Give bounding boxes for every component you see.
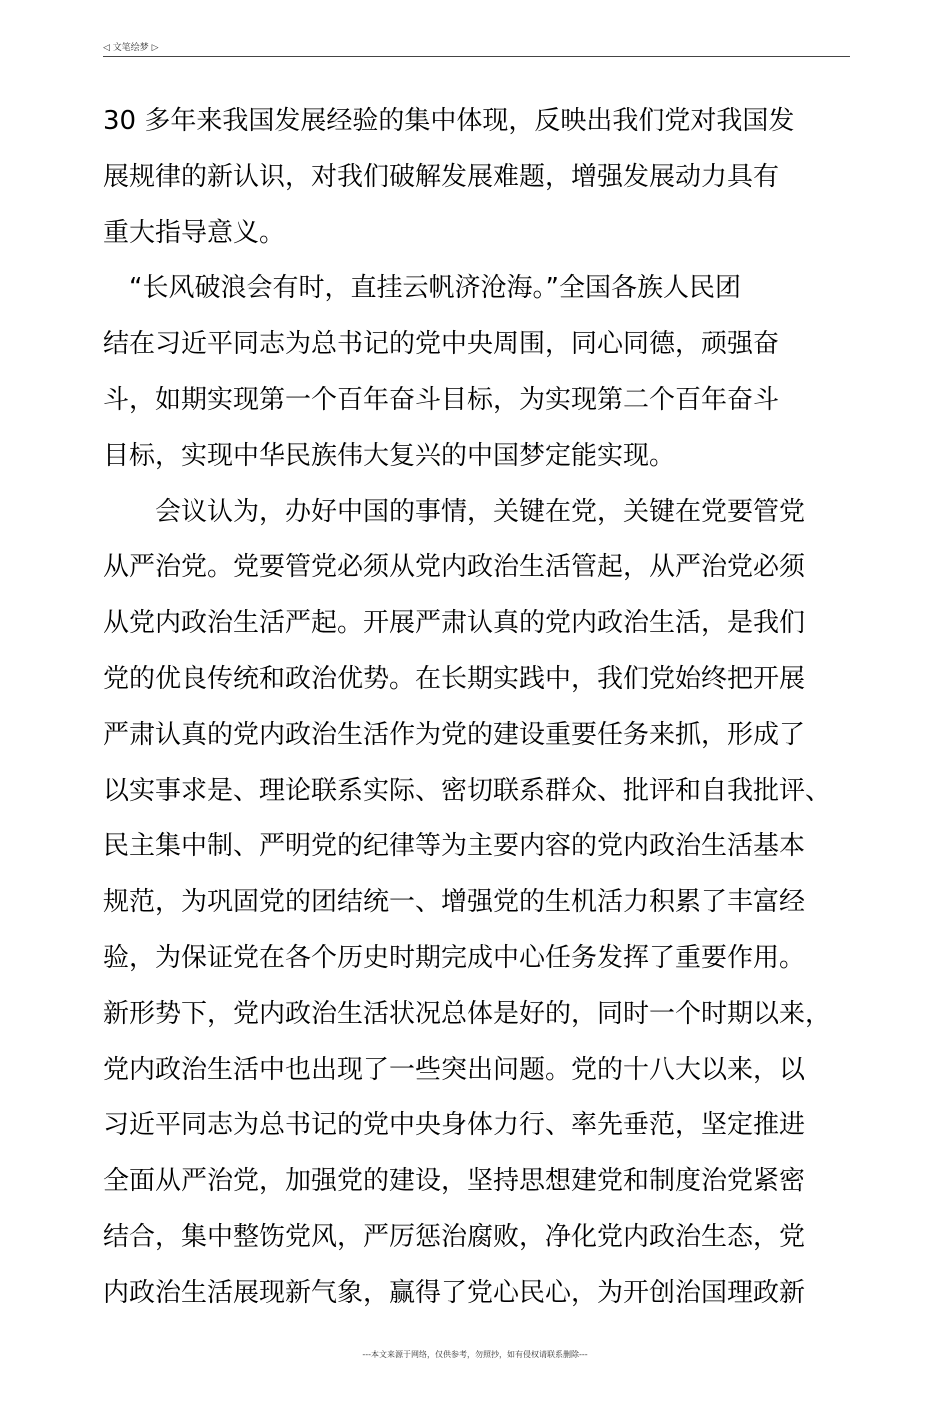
text-line: “长风破浪会有时，直挂云帆济沧海。”全国各族人民团: [103, 273, 741, 304]
text-line: 重大指导意义。: [103, 217, 286, 248]
text-line: 结合，集中整饬党风，严厉惩治腐败，净化党内政治生态，党: [103, 1221, 806, 1252]
text-line: 斗，如期实现第一个百年奋斗目标，为实现第二个百年奋斗: [103, 384, 780, 415]
document-body: [103, 94, 863, 1322]
text-line: 会议认为，办好中国的事情，关键在党，关键在党要管党: [103, 496, 806, 527]
text-line: 严肃认真的党内政治生活作为党的建设重要任务来抓，形成了: [103, 719, 806, 750]
text-line: 展规律的新认识，对我们破解发展难题，增强发展动力具有: [103, 161, 780, 192]
text-line: 党的优良传统和政治优势。在长期实践中，我们党始终把开展: [103, 663, 806, 694]
text-line: 内政治生活展现新气象，赢得了党心民心，为开创治国理政新: [103, 1277, 806, 1308]
text-line: 验，为保证党在各个历史时期完成中心任务发挥了重要作用。: [103, 942, 806, 973]
text-line: 规范，为巩固党的团结统一、增强党的生机活力积累了丰富经: [103, 887, 806, 918]
page-footer: ---本文来源于网络，仅供参考，勿照抄，如有侵权请联系删除---: [362, 1350, 588, 1359]
text-line: 从严治党。党要管党必须从党内政治生活管起，从严治党必须: [103, 552, 806, 583]
text-line: 全面从严治党，加强党的建设，坚持思想建党和制度治党紧密: [103, 1166, 806, 1197]
text-line: 从党内政治生活严起。开展严肃认真的党内政治生活，是我们: [103, 608, 806, 639]
text-line: 民主集中制、严明党的纪律等为主要内容的党内政治生活基本: [103, 831, 806, 862]
text-line: 新形势下，党内政治生活状况总体是好的，同时一个时期以来，: [103, 998, 832, 1029]
text-line: 目标，实现中华民族伟大复兴的中国梦定能实现。: [103, 440, 676, 471]
text-line: 30 多年来我国发展经验的集中体现，反映出我们党对我国发: [103, 106, 795, 136]
text-line: 党内政治生活中也出现了一些突出问题。党的十八大以来，以: [103, 1054, 806, 1085]
header-divider: [103, 56, 850, 57]
text-line: 以实事求是、理论联系实际、密切联系群众、批评和自我批评、: [103, 775, 832, 806]
text-line: 结在习近平同志为总书记的党中央周围，同心同德，顽强奋: [103, 329, 780, 360]
text-line: 习近平同志为总书记的党中央身体力行、率先垂范，坚定推进: [103, 1110, 806, 1141]
page-header: ◁ 文笔绘梦 ▷: [103, 43, 159, 53]
